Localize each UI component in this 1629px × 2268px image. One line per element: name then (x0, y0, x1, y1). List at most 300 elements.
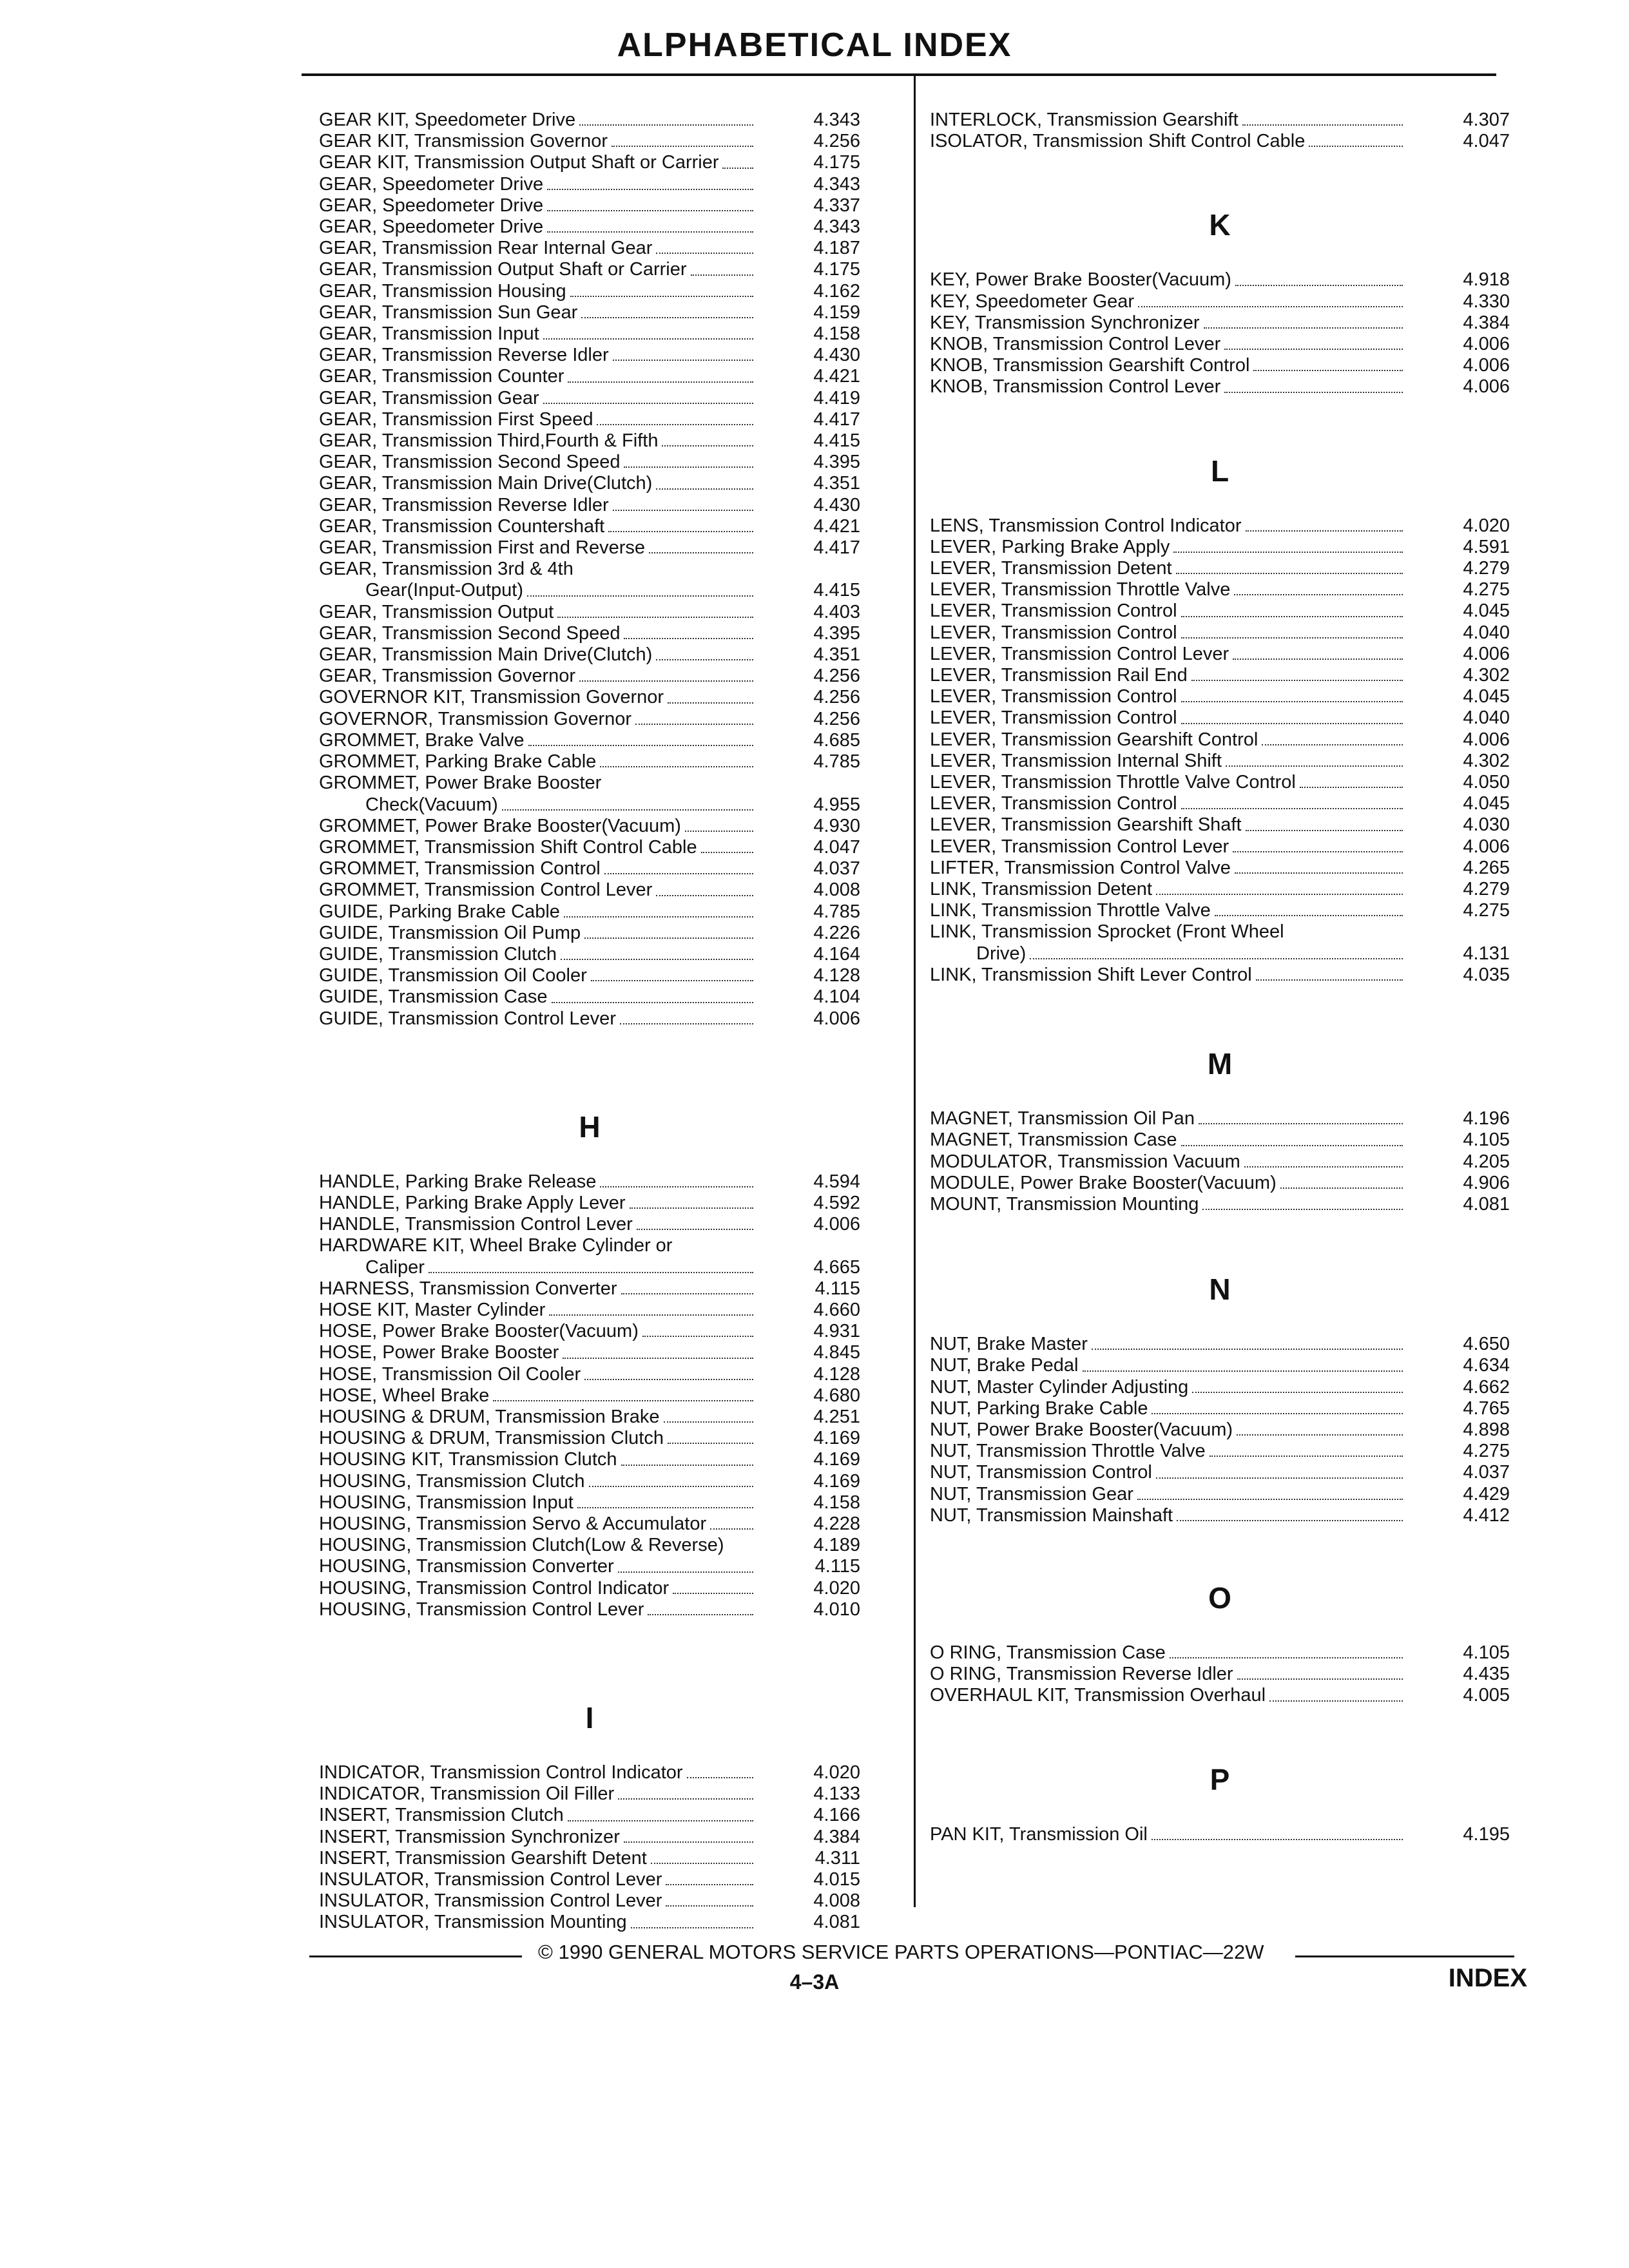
index-entry (319, 965, 860, 986)
index-entry-page: 4.037 (813, 858, 860, 879)
index-entry-name: GEAR, Speedometer Drive (319, 195, 544, 216)
index-entry (319, 473, 860, 494)
leader-dots (552, 1001, 753, 1003)
index-entry-name: GEAR, Transmission 3rd & 4th (319, 559, 574, 580)
index-entry-name: LEVER, Transmission Detent (930, 558, 1172, 579)
index-entry-page: 4.275 (1463, 1441, 1510, 1462)
index-entry-page: 4.020 (813, 1577, 860, 1599)
index-entry (930, 1642, 1510, 1664)
index-entry-page: 4.008 (813, 879, 860, 901)
index-entry-page: 4.311 (815, 1847, 860, 1869)
index-entry (930, 1419, 1510, 1441)
index-entry (930, 1355, 1510, 1376)
leader-dots (624, 466, 753, 468)
index-entry (319, 816, 860, 837)
section-letter: O (1208, 1581, 1231, 1615)
index-entry-name: HOUSING & DRUM, Transmission Brake (319, 1406, 660, 1427)
index-entry (319, 687, 860, 708)
index-entry-page: 4.256 (813, 131, 860, 152)
leader-dots (597, 423, 753, 425)
leader-dots (701, 851, 753, 853)
index-entry-name: GUIDE, Transmission Oil Cooler (319, 965, 587, 986)
index-entry (930, 943, 1510, 965)
index-entry (319, 901, 860, 923)
leader-dots (1181, 700, 1403, 702)
index-entry (319, 666, 860, 687)
leader-dots (543, 402, 753, 404)
index-entry-name: GEAR, Transmission Gear (319, 387, 539, 408)
leader-dots (1170, 1657, 1403, 1658)
index-entry-page: 4.005 (1463, 1685, 1510, 1706)
index-entry (930, 900, 1510, 921)
index-entry-name: KEY, Power Brake Booster(Vacuum) (930, 269, 1231, 291)
index-entry-name: LINK, Transmission Throttle Valve (930, 900, 1211, 921)
leader-dots (1092, 1348, 1403, 1350)
section-letter-spacer (930, 1619, 1510, 1642)
index-entry-page: 4.169 (813, 1470, 860, 1492)
index-entry (319, 1385, 860, 1407)
index-entry (319, 923, 860, 944)
index-entry-name: GROMMET, Transmission Control Lever (319, 879, 653, 901)
leader-dots (728, 1550, 754, 1551)
index-entry (319, 1912, 860, 1933)
index-entry-name: NUT, Brake Pedal (930, 1355, 1079, 1376)
index-entry-page: 4.035 (1463, 964, 1510, 985)
index-entry (930, 793, 1510, 814)
index-entry-page: 4.429 (1463, 1483, 1510, 1504)
index-entry-page: 4.158 (813, 323, 860, 345)
footer-rule-left (309, 1956, 522, 1957)
index-entry-page: 4.403 (813, 601, 860, 622)
index-entry-name: OVERHAUL KIT, Transmission Overhaul (930, 1685, 1266, 1706)
section-letter: I (585, 1701, 594, 1735)
leader-dots (543, 338, 753, 340)
index-entry-page: 4.275 (1463, 579, 1510, 601)
index-entry-name: GEAR, Transmission Counter (319, 366, 564, 387)
index-entry-name: GEAR, Transmission Sun Gear (319, 302, 578, 323)
index-entry (319, 1762, 860, 1783)
leader-dots (1224, 391, 1403, 393)
leader-dots (1199, 1122, 1403, 1124)
index-entry-page: 4.955 (813, 794, 860, 815)
index-entry-name: LEVER, Transmission Internal Shift (930, 750, 1222, 771)
leader-dots (635, 723, 753, 725)
index-entry-name: GEAR, Transmission Output Shaft or Carrier (319, 259, 687, 280)
index-entry-name: GOVERNOR KIT, Transmission Governor (319, 687, 664, 708)
section-letter: K (1209, 208, 1231, 242)
index-entry-name: GEAR, Transmission Rear Internal Gear (319, 238, 653, 259)
index-entry-page: 4.159 (813, 302, 860, 323)
section-letter-spacer (930, 1085, 1510, 1108)
index-entry-page: 4.020 (813, 1762, 860, 1783)
index-entry-page: 4.302 (1463, 750, 1510, 771)
index-entry-page: 4.279 (1463, 558, 1510, 579)
index-entry-name: HARDWARE KIT, Wheel Brake Cylinder or (319, 1235, 673, 1256)
index-entry-page: 4.081 (813, 1912, 860, 1933)
index-entry (319, 430, 860, 452)
index-entry (319, 495, 860, 516)
index-entry-page: 4.187 (813, 238, 860, 259)
index-entry (930, 601, 1510, 622)
section-letter-spacer (930, 1311, 1510, 1334)
index-entry (930, 334, 1510, 355)
index-entry-name: HOUSING, Transmission Input (319, 1492, 574, 1513)
index-entry (319, 238, 860, 259)
leader-dots (1226, 765, 1403, 767)
leader-dots (631, 1927, 753, 1928)
leader-dots (1269, 1700, 1403, 1702)
leader-dots (1177, 1519, 1403, 1521)
index-entry-page: 4.906 (1463, 1172, 1510, 1193)
section-letter-spacer (319, 1148, 860, 1171)
index-section (930, 450, 1510, 986)
index-entry (319, 1428, 860, 1449)
index-entry (930, 1664, 1510, 1685)
index-entry-page: 4.162 (813, 280, 860, 302)
index-entry (930, 558, 1510, 579)
index-entry-page: 4.591 (1463, 536, 1510, 557)
index-entry-page: 4.918 (1463, 269, 1510, 291)
index-entry (930, 269, 1510, 291)
leader-dots (1210, 1455, 1403, 1457)
leader-dots (547, 188, 753, 190)
leader-dots (557, 616, 753, 618)
index-entry-page: 4.275 (1463, 900, 1510, 921)
index-entry-page: 4.081 (1463, 1193, 1510, 1215)
index-entry (930, 1398, 1510, 1419)
index-entry-page: 4.128 (813, 1363, 860, 1385)
index-entry-page: 4.256 (813, 687, 860, 708)
index-entry (930, 1484, 1510, 1505)
index-entry (930, 879, 1510, 900)
leader-dots (547, 209, 753, 211)
index-entry-page: 4.196 (1463, 1108, 1510, 1129)
index-entry-page: 4.415 (813, 580, 860, 601)
leader-dots (600, 1186, 753, 1187)
index-entry-name: NUT, Brake Master (930, 1334, 1088, 1355)
index-entry-name: GEAR, Transmission Main Drive(Clutch) (319, 644, 653, 666)
leader-dots (722, 167, 753, 169)
index-entry (930, 707, 1510, 729)
leader-dots (1237, 1434, 1403, 1436)
index-entry-name: GEAR KIT, Transmission Output Shaft or Carrier (319, 152, 719, 173)
index-entry (930, 622, 1510, 644)
index-entry-name: ISOLATOR, Transmission Shift Control Cable (930, 131, 1306, 152)
index-entry-page: 4.175 (813, 259, 860, 280)
index-entry (319, 623, 860, 644)
index-entry-name: LEVER, Parking Brake Apply (930, 536, 1170, 557)
index-entry (319, 730, 860, 751)
index-entry-name: GEAR, Transmission Second Speed (319, 452, 621, 473)
leader-dots (620, 1023, 753, 1024)
index-entry (319, 1514, 860, 1535)
index-entry-name: LEVER, Transmission Control (930, 622, 1177, 643)
leader-dots (673, 1592, 753, 1594)
index-entry-page: 4.351 (813, 644, 860, 666)
index-entry-page: 4.343 (813, 216, 860, 238)
leader-dots (1309, 145, 1403, 147)
index-section (319, 110, 860, 1030)
index-entry-page: 4.189 (813, 1535, 860, 1556)
index-entry (319, 216, 860, 238)
index-entry-name: LEVER, Transmission Control (930, 686, 1177, 707)
index-entry (319, 1364, 860, 1385)
index-entry (319, 1278, 860, 1300)
section-letter-spacer (930, 1801, 1510, 1824)
index-entry-page: 4.047 (813, 836, 860, 858)
index-entry-name: O RING, Transmission Reverse Idler (930, 1664, 1233, 1685)
index-section (930, 1043, 1510, 1215)
index-section (319, 1106, 860, 1620)
leader-dots (613, 509, 753, 511)
index-entry-page: 4.166 (813, 1805, 860, 1826)
index-entry (319, 366, 860, 387)
leader-dots (1244, 1166, 1403, 1168)
leader-dots (1235, 284, 1403, 286)
index-entry (930, 665, 1510, 686)
index-entry-page: 4.435 (1463, 1664, 1510, 1685)
leader-dots (1234, 593, 1403, 595)
index-entry-continuation: Drive) (976, 943, 1027, 964)
index-section (319, 1696, 860, 1934)
index-entry (930, 1151, 1510, 1173)
index-entry-name: HANDLE, Parking Brake Apply Lever (319, 1192, 626, 1213)
index-entry (319, 1342, 860, 1363)
index-entry-page: 4.662 (1463, 1376, 1510, 1398)
section-letter-spacer (930, 246, 1510, 269)
leader-dots (589, 1485, 753, 1487)
index-entry-name: INSERT, Transmission Gearshift Detent (319, 1847, 647, 1869)
leader-dots (1233, 850, 1403, 852)
index-entry-page: 4.030 (1463, 814, 1510, 836)
index-entry-page: 4.131 (1463, 943, 1510, 964)
index-entry (319, 1407, 860, 1428)
leader-dots (591, 979, 753, 981)
index-entry (319, 1214, 860, 1235)
index-entry (319, 1805, 860, 1826)
index-entry (319, 644, 860, 666)
leader-dots (1253, 369, 1403, 371)
leader-dots (1083, 1370, 1403, 1372)
index-entry-name: INSULATOR, Transmission Mounting (319, 1912, 627, 1933)
index-entry-page: 4.343 (813, 173, 860, 195)
index-entry-name: HOUSING, Transmission Clutch (319, 1470, 585, 1492)
index-entry (319, 1193, 860, 1214)
index-entry-name: LEVER, Transmission Control (930, 601, 1177, 622)
index-entry-name: GUIDE, Transmission Clutch (319, 943, 557, 965)
index-entry (930, 579, 1510, 601)
index-entry (930, 686, 1510, 707)
index-entry-page: 4.175 (813, 152, 860, 173)
index-entry-name: GEAR, Transmission Output (319, 601, 554, 622)
index-entry-name: INDICATOR, Transmission Control Indicator (319, 1762, 683, 1783)
index-entry-name: KNOB, Transmission Gearshift Control (930, 355, 1250, 376)
index-entry-name: GEAR, Transmission First Speed (319, 408, 593, 430)
section-letter: N (1209, 1273, 1231, 1307)
leader-dots (564, 916, 753, 918)
index-entry-name: GUIDE, Transmission Case (319, 986, 548, 1008)
index-entry-name: LIFTER, Transmission Control Valve (930, 857, 1231, 878)
index-entry-page: 4.115 (815, 1278, 860, 1299)
index-entry-name: INSERT, Transmission Synchronizer (319, 1826, 620, 1847)
column-divider (914, 76, 916, 1907)
leader-dots (1181, 637, 1403, 639)
index-entry-name: LINK, Transmission Sprocket (Front Wheel (930, 921, 1284, 943)
index-entry (930, 515, 1510, 537)
index-entry (319, 1783, 860, 1805)
leader-dots (1262, 744, 1403, 745)
index-entry-name: GEAR, Transmission Input (319, 323, 539, 345)
index-entry-name: GROMMET, Parking Brake Cable (319, 751, 597, 773)
index-entry (930, 1441, 1510, 1462)
leader-dots (584, 937, 753, 939)
leader-dots (568, 381, 753, 383)
index-entry-name: LEVER, Transmission Gearshift Shaft (930, 814, 1242, 836)
footer-rule-right (1295, 1956, 1514, 1957)
index-entry-page: 4.785 (813, 751, 860, 773)
leader-dots (1181, 615, 1403, 617)
index-entry (319, 1171, 860, 1193)
leader-dots (1235, 872, 1403, 874)
leader-dots (1246, 829, 1403, 831)
index-entry-page: 4.006 (1463, 643, 1510, 664)
leader-dots (662, 445, 753, 447)
index-entry (319, 986, 860, 1008)
index-entry-page: 4.279 (1463, 879, 1510, 900)
index-entry-name: GEAR, Transmission Second Speed (319, 622, 621, 644)
index-entry (319, 944, 860, 965)
index-entry-name: NUT, Power Brake Booster(Vacuum) (930, 1419, 1233, 1440)
index-entry-page: 4.665 (813, 1256, 860, 1278)
leader-dots (561, 958, 753, 960)
index-entry-name: GUIDE, Transmission Control Lever (319, 1008, 616, 1029)
index-entry-name: NUT, Transmission Mainshaft (930, 1504, 1173, 1526)
index-entry (930, 131, 1510, 152)
index-entry (319, 709, 860, 730)
index-entry-page: 4.351 (813, 473, 860, 494)
leader-dots (1204, 327, 1403, 329)
index-entry-name: HOSE, Transmission Oil Cooler (319, 1363, 581, 1385)
index-entry-name: GEAR, Transmission Housing (319, 280, 566, 302)
index-entry (319, 174, 860, 195)
index-entry-name: PAN KIT, Transmission Oil (930, 1823, 1148, 1845)
index-entry-page: 4.006 (1463, 355, 1510, 376)
right-column (930, 110, 1510, 1845)
title-rule (302, 73, 1496, 76)
leader-dots (608, 530, 753, 532)
leader-dots (685, 830, 753, 832)
index-entry-name: LENS, Transmission Control Indicator (930, 515, 1242, 536)
leader-dots (668, 702, 753, 704)
index-entry-page: 4.765 (1463, 1398, 1510, 1419)
index-entry-name: HOSE, Power Brake Booster(Vacuum) (319, 1321, 639, 1342)
index-entry (319, 152, 860, 173)
leader-dots (577, 1506, 753, 1508)
index-entry-name: GUIDE, Parking Brake Cable (319, 901, 560, 922)
leader-dots (570, 295, 753, 297)
index-entry-page: 4.302 (1463, 665, 1510, 686)
index-entry-name: MODULE, Power Brake Booster(Vacuum) (930, 1172, 1277, 1193)
index-entry-page: 4.251 (813, 1406, 860, 1427)
index-entry-page: 4.419 (813, 387, 860, 408)
index-entry (319, 1890, 860, 1912)
index-entry-page: 4.006 (1463, 334, 1510, 355)
index-entry-page: 4.169 (813, 1449, 860, 1470)
index-entry-page: 4.158 (813, 1492, 860, 1513)
leader-dots (656, 658, 753, 660)
index-entry-name: GEAR, Transmission Reverse Idler (319, 494, 609, 515)
footer-page-number: 4–3A (789, 1970, 840, 1994)
index-entry-page: 4.256 (813, 708, 860, 729)
index-entry (930, 1173, 1510, 1194)
index-entry-name: KEY, Transmission Synchronizer (930, 312, 1200, 333)
index-entry (319, 1008, 860, 1030)
index-entry-continuation: Caliper (365, 1256, 425, 1278)
index-entry (930, 1334, 1510, 1355)
index-entry-name: GROMMET, Brake Valve (319, 729, 525, 751)
index-entry-page: 4.006 (1463, 376, 1510, 398)
index-entry (930, 751, 1510, 772)
index-entry (319, 452, 860, 473)
index-entry-page: 4.015 (813, 1869, 860, 1890)
leader-dots (642, 1335, 753, 1337)
leader-dots (527, 595, 753, 597)
index-entry-page: 4.008 (813, 1890, 860, 1912)
index-entry-name: INSERT, Transmission Clutch (319, 1805, 564, 1826)
index-entry (319, 602, 860, 623)
leader-dots (668, 1442, 753, 1444)
index-entry-page: 4.384 (1463, 312, 1510, 333)
index-entry (930, 836, 1510, 858)
leader-dots (584, 1378, 753, 1380)
index-entry-name: INTERLOCK, Transmission Gearshift (930, 110, 1239, 130)
index-entry (319, 345, 860, 366)
index-entry-page: 4.128 (813, 965, 860, 986)
index-entry-page: 4.010 (813, 1599, 860, 1620)
leader-dots (1246, 530, 1403, 532)
index-entry-page: 4.660 (813, 1299, 860, 1320)
index-entry-page: 4.006 (813, 1008, 860, 1029)
index-entry-page: 4.337 (813, 195, 860, 216)
index-entry-page: 4.330 (1463, 291, 1510, 312)
section-letter: P (1210, 1762, 1230, 1796)
index-entry-name: GEAR KIT, Speedometer Drive (319, 110, 576, 130)
footer-copyright: © 1990 GENERAL MOTORS SERVICE PARTS OPERATIONS—PONTIAC—22W (538, 1941, 1264, 1963)
index-entry-continuation: Check(Vacuum) (365, 794, 498, 815)
leader-dots (687, 1776, 753, 1778)
index-entry-name: HARNESS, Transmission Converter (319, 1278, 617, 1299)
leader-dots (624, 1841, 753, 1843)
index-entry-name: LINK, Transmission Shift Lever Control (930, 964, 1252, 985)
index-entry (319, 516, 860, 537)
index-entry-page: 4.421 (813, 366, 860, 387)
index-entry-page: 4.020 (1463, 515, 1510, 536)
index-entry-name: GROMMET, Transmission Control (319, 858, 601, 879)
index-entry (930, 312, 1510, 334)
index-entry-name: GROMMET, Power Brake Booster(Vacuum) (319, 815, 681, 836)
index-entry (319, 302, 860, 323)
index-entry-page: 4.040 (1463, 707, 1510, 729)
index-entry (319, 110, 860, 131)
index-entry-name: GROMMET, Transmission Shift Control Cable (319, 836, 697, 858)
index-entry (319, 1535, 860, 1556)
leader-dots (1192, 1391, 1403, 1393)
index-entry-name: GEAR, Transmission Governor (319, 666, 576, 687)
index-entry-page: 4.037 (1463, 1462, 1510, 1483)
index-entry-page: 4.931 (813, 1321, 860, 1342)
index-entry (319, 1869, 860, 1890)
index-entry (930, 291, 1510, 312)
